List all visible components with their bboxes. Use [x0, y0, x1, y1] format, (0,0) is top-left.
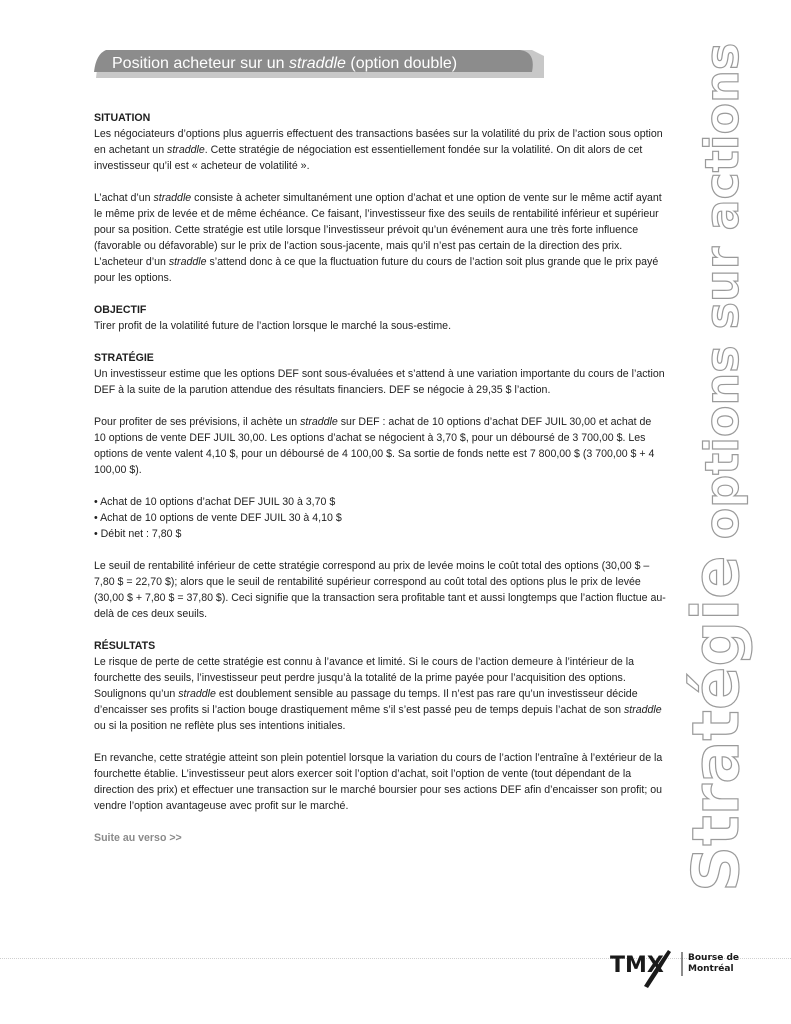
italic-term: straddle: [168, 256, 207, 268]
text-run: est doublement sensible au passage du temps. Il n’est pas rare qu’un investisseur décide d’encaisser ses profits si l’action bouge drastiquement même s’il s’est passé peu de temps depuis l’achat de son: [94, 688, 638, 716]
resultats-paragraph-1: [94, 654, 666, 734]
resultats-paragraph-2: En revanche, cette stratégie atteint son plein potentiel lorsque la variation du cours de l’action l’entraîne à l’extérieur de la fourchette établie. L’investisseur peut alors exercer soit l’option d’achat, soit l’option de vente (tout dépendant de la direction des prix) et effectuer une transaction sur le marché boursier pour ses actions DEF afin d’encaisser son profit; ou vendre l’option avantageuse avec profit sur le marché.: [94, 752, 663, 812]
section-heading-strategie: STRATÉGIE: [94, 352, 154, 364]
section-heading-situation: SITUATION: [94, 112, 151, 124]
text-run: L’achat d’un: [94, 192, 154, 204]
side-title-rest: options sur actions: [695, 42, 749, 556]
strategie-paragraph-3: Le seuil de rentabilité inférieur de cette stratégie correspond au prix de levée moins le coût total des options (30,00 $ – 7,80 $ = 22,70 $); alors que le seuil de rentabilité supérieur correspond au coût total des options plus le prix de levée (30,00 $ + 7,80 $ = 37,80 $). Ceci signifie que la transaction sera profitable tant et aussi longtemps que l’action fluctue au-delà de ces deux seuils.: [94, 560, 666, 620]
logo-mark: TMX: [610, 953, 664, 978]
page-title: [112, 53, 457, 75]
text-run: s’attend donc à ce que la fluctuation future du cours de l’action soit plus grande que le prix payé pour les options.: [94, 256, 659, 284]
text-run: ou si la position ne reflète plus ses intentions initiales.: [94, 720, 346, 732]
section-heading-objectif: OBJECTIF: [94, 304, 147, 316]
title-italic: straddle: [289, 55, 346, 72]
logo-line-1: Bourse de: [688, 953, 740, 963]
text-run: consiste à acheter simultanément une option d’achat et une option de vente sur le même actif ayant le même prix de levée et de même échéance. Ce faisant, l’investisseur fixe des seuils de rentabilité inférieur et supérieur pour sa position. Cette stratégie est utile lorsque l’investisseur prévoit qu’un événement aura une très forte influence (favorable ou défavorable) sur le prix de l’action sous-jacente, mais qu’il n’est pas certain de la direction des prix. L’acheteur d’un: [94, 192, 662, 268]
objectif-paragraph: Tirer profit de la volatilité future de l’action lorsque le marché la sous-estime.: [94, 320, 452, 332]
italic-term: straddle: [300, 416, 338, 428]
text-run: Les négociateurs d’options plus aguerris effectuent des transactions basées sur la volatilité du prix de l’action sous option en achetant un: [94, 128, 663, 156]
tmx-logo-svg: [610, 942, 750, 992]
list-item: • Achat de 10 options de vente DEF JUIL 30 à 4,10 $: [94, 512, 342, 524]
text-run: sur DEF : achat de 10 options d’achat DEF JUIL 30,00 et achat de 10 options de vente DEF JUIL 30,00. Les options d’achat se négocient à 3,70 $, pour un déboursé de 3 700,00 $. Les options de vente valent 4,10 $, pour un déboursé de 4 100,00 $. Sa sortie de fonds nette est 7 800,00 $ (3 700,00 $ + 4 100,00 $).: [94, 416, 655, 476]
situation-paragraph-2: [94, 190, 666, 286]
strategie-paragraph-1: Un investisseur estime que les options DEF sont sous-évaluées et s’attend à une variation importante du cours de l’action DEF à la suite de la parution attendue des résultats financiers. DEF se négocie à 29,35 $ l’action.: [94, 368, 665, 396]
header-banner: [92, 50, 544, 78]
italic-term: straddle: [178, 688, 216, 700]
section-heading-resultats: RÉSULTATS: [94, 640, 156, 652]
list-item: • Débit net : 7,80 $: [94, 528, 182, 540]
side-title-main: Stratégie: [680, 555, 754, 892]
text-run: Le risque de perte de cette stratégie est connu à l’avance et limité. Si le cours de l’action demeure à l’intérieur de la fourchette des seuils, l’investisseur peut perdre jusqu’à la totalité de la prime payée pour l’acquisition des options. Soulignons qu’un: [94, 656, 634, 700]
italic-term: straddle: [153, 192, 192, 204]
title-part-1: Position acheteur sur un: [112, 55, 289, 72]
svg-text:Stratégie options sur actions: [680, 43, 754, 892]
italic-term: straddle: [623, 704, 662, 716]
list-item: • Achat de 10 options d’achat DEF JUIL 30 à 3,70 $: [94, 496, 336, 508]
continue-link[interactable]: Suite au verso >>: [94, 832, 182, 844]
strategie-paragraph-2: [94, 414, 666, 478]
text-run: Pour profiter de ses prévisions, il achète un: [94, 416, 301, 428]
title-part-2: (option double): [345, 55, 458, 72]
situation-paragraph-1: [94, 126, 666, 174]
strategie-bullet-list: [94, 494, 666, 542]
tmx-logo: [610, 942, 750, 992]
logo-line-2: Montréal: [688, 964, 734, 974]
main-content: [94, 110, 666, 846]
italic-term: straddle: [167, 144, 205, 156]
text-run: . Cette stratégie de négociation est essentiellement fondée sur la volatilité. On dit alors de cet investisseur qu’il est « acheteur de volatilité ».: [94, 144, 643, 172]
